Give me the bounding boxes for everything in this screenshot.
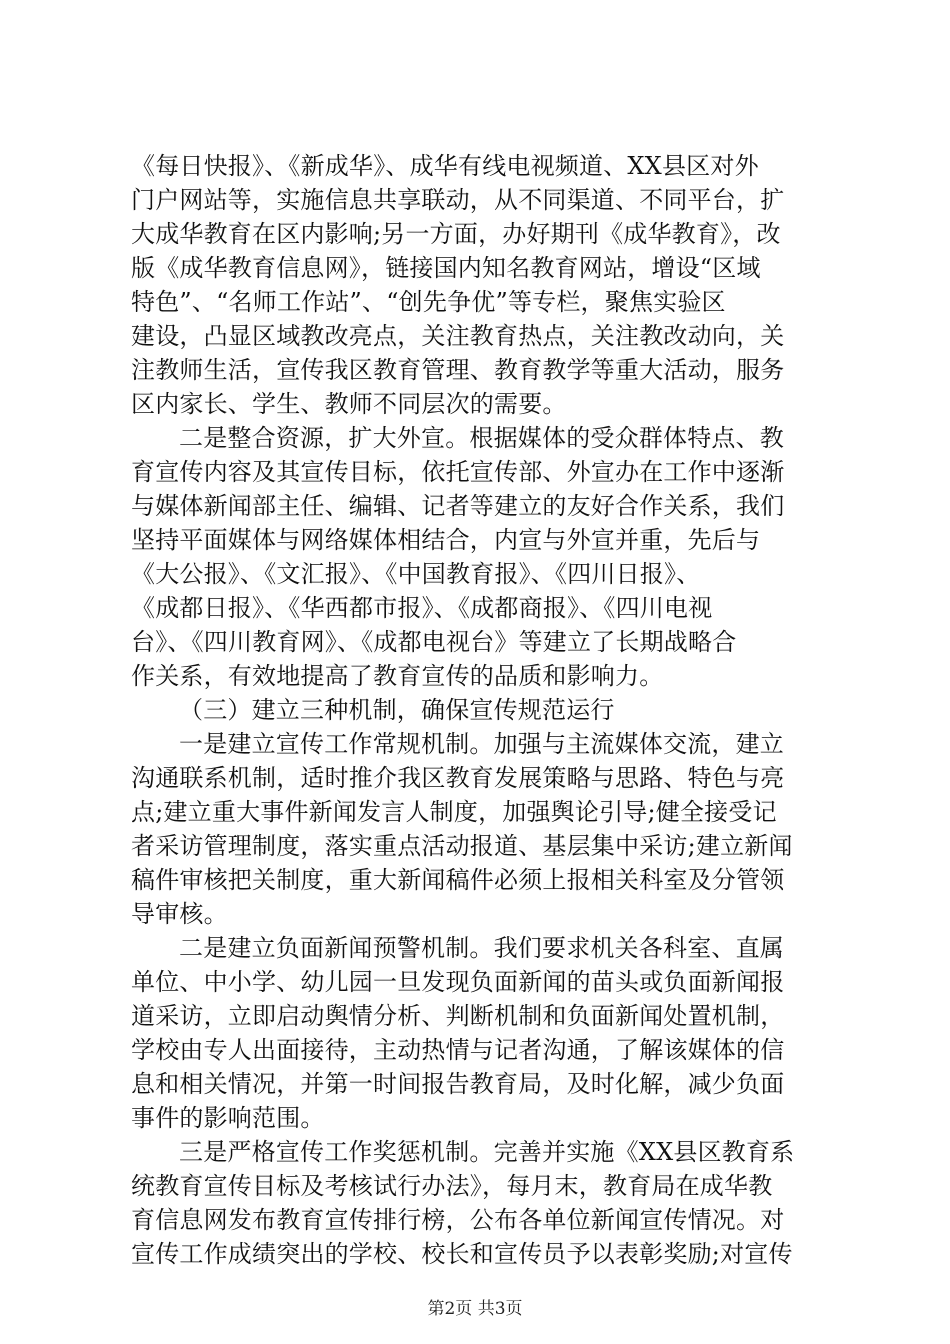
text-line: 版《成华教育信息网》，链接国内知名教育网站，增设“区域: [131, 254, 761, 282]
text-line: 门户网站等，实施信息共享联动，从不同渠道、不同平台，扩: [131, 186, 785, 214]
text-line: 《成都日报》、《华西都市报》、《成都商报》、《四川电视: [131, 594, 713, 622]
text-line: 与媒体新闻部主任、编辑、记者等建立的友好合作关系，我们: [131, 492, 785, 520]
body-text: [131, 149, 831, 1271]
text-line: 稿件审核把关制度，重大新闻稿件必须上报相关科室及分管领: [131, 866, 785, 894]
paragraph-start-line: 二是整合资源，扩大外宣。根据媒体的受众群体特点、教: [179, 424, 784, 452]
text-line: 坚持平面媒体与网络媒体相结合，内宣与外宣并重，先后与: [131, 526, 761, 554]
text-line: 宣传工作成绩突出的学校、校长和宣传员予以表彰奖励;对宣传: [131, 1240, 793, 1268]
text-line: 者采访管理制度，落实重点活动报道、基层集中采访;建立新闻: [131, 832, 793, 860]
text-line: 事件的影响范围。: [131, 1104, 325, 1132]
text-line: 《大公报》、《文汇报》、《中国教育报》、《四川日报》、: [131, 560, 701, 588]
text-line: 注教师生活，宣传我区教育管理、教育教学等重大活动，服务: [131, 356, 785, 384]
text-line: 区内家长、学生、教师不同层次的需要。: [131, 390, 567, 418]
text-line: 《每日快报》、《新成华》、成华有线电视频道、XX县区对外: [131, 152, 759, 180]
paragraph-start-line: 一是建立宣传工作常规机制。加强与主流媒体交流，建立: [179, 730, 784, 758]
text-line: 作关系，有效地提高了教育宣传的品质和影响力。: [131, 662, 664, 690]
text-line: 息和相关情况，并第一时间报告教育局，及时化解，减少负面: [131, 1070, 785, 1098]
text-line: 特色”、“名师工作站”、“创先争优”等专栏，聚焦实验区: [131, 288, 726, 316]
text-line: 道采访，立即启动舆情分析、判断机制和负面新闻处置机制，: [131, 1002, 785, 1030]
paragraph-start-line: 二是建立负面新闻预警机制。我们要求机关各科室、直属: [179, 934, 784, 962]
text-line: 育宣传内容及其宣传目标，依托宣传部、外宣办在工作中逐渐: [131, 458, 785, 486]
text-line: 大成华教育在区内影响;另一方面，办好期刊《成华教育》，改: [131, 220, 781, 248]
text-line: 导审核。: [131, 900, 228, 928]
text-line: 台》、《四川教育网》、《成都电视台》等建立了长期战略合: [131, 628, 737, 656]
text-line: 建设，凸显区域教改亮点，关注教育热点，关注教改动向，关: [131, 322, 785, 350]
paragraph-start-line: 三是严格宣传工作奖惩机制。完善并实施《XX县区教育系: [179, 1138, 795, 1166]
text-line: 沟通联系机制，适时推介我区教育发展策略与思路、特色与亮: [131, 764, 785, 792]
section-heading: （三）建立三种机制，确保宣传规范运行: [179, 696, 615, 724]
text-line: 学校由专人出面接待，主动热情与记者沟通，了解该媒体的信: [131, 1036, 785, 1064]
text-line: 点;建立重大事件新闻发言人制度，加强舆论引导;健全接受记: [131, 798, 777, 826]
page-number: 第2页 共3页: [427, 1299, 523, 1319]
text-line: 育信息网发布教育宣传排行榜，公布各单位新闻宣传情况。对: [131, 1206, 785, 1234]
text-line: 统教育宣传目标及考核试行办法》，每月末，教育局在成华教: [131, 1172, 773, 1200]
text-line: 单位、中小学、幼儿园一旦发现负面新闻的苗头或负面新闻报: [131, 968, 785, 996]
